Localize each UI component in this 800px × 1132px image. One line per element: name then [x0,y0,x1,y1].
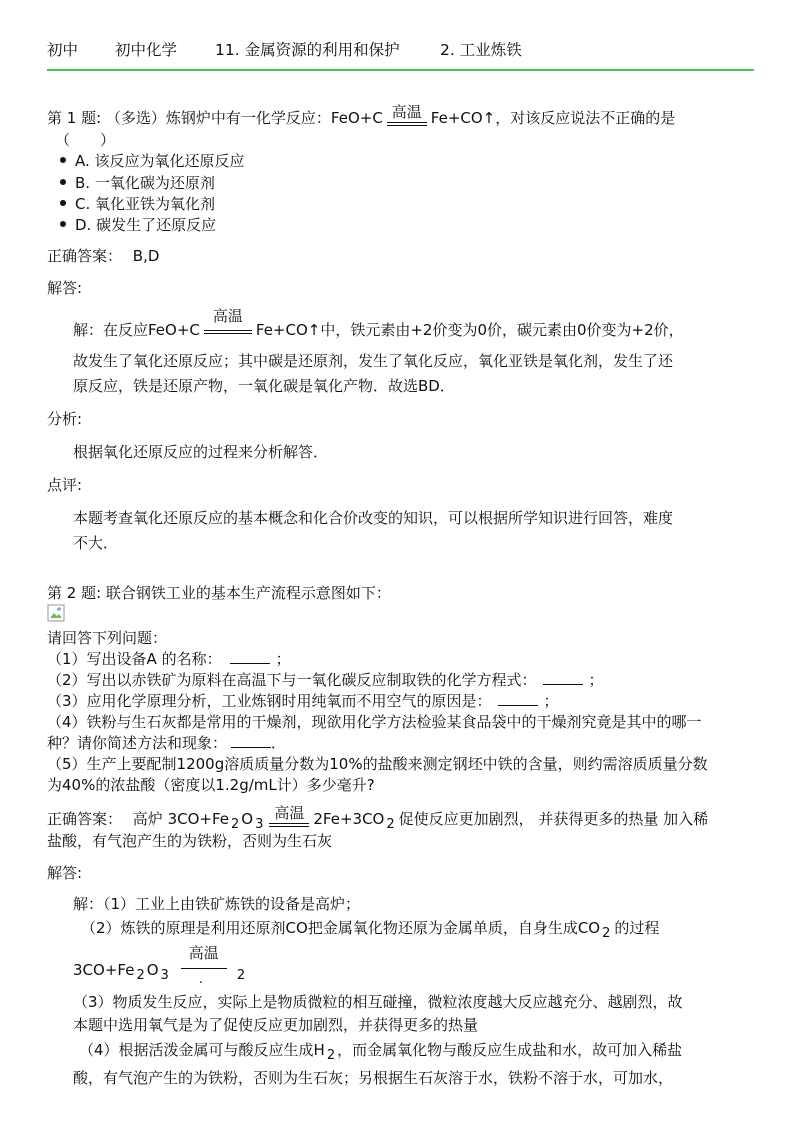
q1-sol-condition [204,307,252,335]
q2-ans-sub3: 3 [255,817,264,832]
q1-sol-b: Fe+CO↑中，铁元素由+2价变为0价，碳元素由0价变为+2价， [255,321,684,339]
breadcrumb-section[interactable]: 2. 工业炼铁 [440,41,522,59]
q1-option-b-label: B. 一氧化碳为还原剂 [75,174,215,192]
q1-comment-line2: 不大． [73,534,119,552]
q1-condition-text: 高温 [391,103,422,121]
q2-eq-a: 3CO+Fe [73,961,135,979]
q2-ans-sub2b: 2 [386,817,395,832]
q2-item-2-text: （2）写出以赤铁矿为原料在高温下与一氧化碳反应制取铁的化学方程式： [47,671,537,689]
q2-item-1-end: ； [275,650,291,668]
q2-eq-o: O [146,961,159,979]
q2-stem: 第 2 题: 联合钢铁工业的基本生产流程示意图如下： [47,584,391,602]
q2-solution-2-sub: 2 [602,926,611,941]
q2-item-3-text: （3）应用化学原理分析，工业炼钢时用纯氧而不用空气的原因是： [47,692,492,710]
q2-eq-condition-text: 高温 [188,944,219,962]
q2-item-5-line1: （5）生产上要配制1200g溶质质量分数为10%的盐酸来测定钢坯中铁的含量，则约需溶质质量分数 [47,755,708,773]
q1-sol-condition-text: 高温 [212,307,243,325]
q2-item-4-blank[interactable] [231,733,271,748]
q2-ans-o: O [241,810,254,828]
q1-option-d-label: D. 碳发生了还原反应 [75,216,217,234]
q2-solution-2-text: （2）炼铁的原理是利用还原剂CO把金属氧化物还原为金属单质，自身生成CO [81,919,601,937]
q2-solution-1: 解：（1）工业上由铁矿炼铁的设备是高炉； [73,895,361,913]
q1-option-d[interactable] [75,214,216,235]
q1-comment-line1: 本题考查氧化还原反应的基本概念和化合价改变的知识，可以根据所学知识进行回答，难度 [73,509,674,527]
breadcrumb-level[interactable]: 初中 [47,41,79,59]
q2-solution-3-line2: 本题中选用氧气是为了促使反应更加剧烈，并获得更多的热量 [73,1016,479,1034]
q1-option-a-label: A. 该反应为氧化还原反应 [75,152,245,170]
q1-option-b[interactable] [75,172,215,193]
q1-stem-b: Fe+CO↑，对该反应说法不正确的是 [430,109,676,127]
q1-comment-label: 点评: [47,476,83,494]
q2-solution-4-line1 [79,1039,683,1063]
breadcrumb [47,38,753,64]
q2-eq-dot: . [198,972,203,987]
bullet-icon [60,221,66,227]
q2-item-4-end: ． [271,734,287,752]
q2-ans-sub2: 2 [231,817,240,832]
bullet-icon [60,157,66,163]
broken-image-icon [47,604,65,622]
q1-option-c-label: C. 氧化亚铁为氧化剂 [75,195,216,213]
q2-item-3 [47,690,559,711]
q2-item-4-text: 种？请你简述方法和现象： [47,734,228,752]
q1-stem-a: 第 1 题: （多选）炼钢炉中有一化学反应：FeO+C [47,109,383,127]
q2-answer-label: 正确答案： [47,810,123,828]
q1-solution-line2: 故发生了氧化还原反应；其中碳是还原剂，发生了氧化反应，氧化亚铁是氧化剂，发生了还 [73,352,674,370]
q2-solution-4-line2: 酸，有气泡产生的为铁粉，否则为生石灰；另根据生石灰溶于水，铁粉不溶于水，可加水， [73,1069,674,1087]
q2-answer-line2: 盐酸，有气泡产生的为铁粉，否则为生石灰 [47,832,333,850]
q1-solution-label: 解答: [47,279,83,297]
q1-sol-a: 解：在反应FeO+C [73,321,200,339]
q2-solution-4-text-b: ，而金属氧化物与酸反应生成盐和水，故可加入稀盐 [337,1041,683,1059]
q2-item-2 [47,669,604,690]
q2-item-4-line1: （4）铁粉与生石灰都是常用的干燥剂，现欲用化学方法检验某食品袋中的干燥剂究竟是其中的哪一 [47,713,702,731]
q1-answer [47,245,159,266]
header-divider [47,69,754,71]
q1-solution-line1 [73,307,684,340]
breadcrumb-chapter[interactable]: 11. 金属资源的利用和保护 [215,41,400,59]
q2-item-4-line2 [47,732,286,753]
q2-item-1 [47,648,291,669]
q2-eq-sub-end: 2 [236,968,246,983]
breadcrumb-subject[interactable]: 初中化学 [115,41,178,59]
q2-item-2-blank[interactable] [543,670,583,685]
q2-eq-sub3: 3 [160,968,169,983]
q1-solution-line3: 原反应，铁是还原产物，一氧化碳是氧化产物．故选BD． [73,377,455,395]
q2-ans-c: 促使反应更加剧烈， 并获得更多的热量 加入稀 [398,810,709,828]
q2-item-1-text: （1）写出设备A 的名称： [47,650,222,668]
q1-option-a[interactable] [75,150,245,171]
q2-ans-condition-text: 高温 [274,804,305,822]
q2-ans-b: 2Fe+3CO [313,810,385,828]
q2-solution-2 [81,917,660,941]
q2-solution-4-sub: 2 [326,1048,336,1063]
q1-option-c[interactable] [75,193,215,214]
q2-item-2-end: ； [588,671,604,689]
q2-item-1-blank[interactable] [230,649,270,664]
q1-answer-label: 正确答案： [47,247,123,265]
q2-ans-a: 高炉 3CO+Fe [132,810,229,828]
q1-analysis: 根据氧化还原反应的过程来分析解答． [73,443,329,461]
q2-prompt: 请回答下列问题： [47,629,168,647]
bullet-icon [60,200,66,206]
q2-ans-condition [269,806,309,824]
q2-eq-condition [181,944,227,987]
q2-solution-2-end: 的过程 [614,919,660,937]
q2-item-3-blank[interactable] [498,691,538,706]
q2-equation [73,944,247,987]
q2-answer-line1 [47,804,709,832]
q1-reaction-condition [387,105,427,123]
q2-solution-3-line1: （3）物质发生反应，实际上是物质微粒的相互碰撞，微粒浓度越大反应越充分、越剧烈，故 [73,993,683,1011]
q1-paren: （ ） [55,131,116,149]
q2-solution-label: 解答: [47,864,83,882]
q2-item-3-end: ； [543,692,559,710]
q2-eq-sub2: 2 [136,968,145,983]
bullet-icon [60,179,66,185]
q2-solution-4-text: （4）根据活泼金属可与酸反应生成H [79,1041,325,1059]
q1-answer-value: B,D [132,247,160,265]
q1-analysis-label: 分析: [47,410,83,428]
q2-item-5-line2: 为40%的浓盐酸（密度以1.2g/mL计）多少毫升? [47,776,375,794]
q1-stem [47,105,675,128]
